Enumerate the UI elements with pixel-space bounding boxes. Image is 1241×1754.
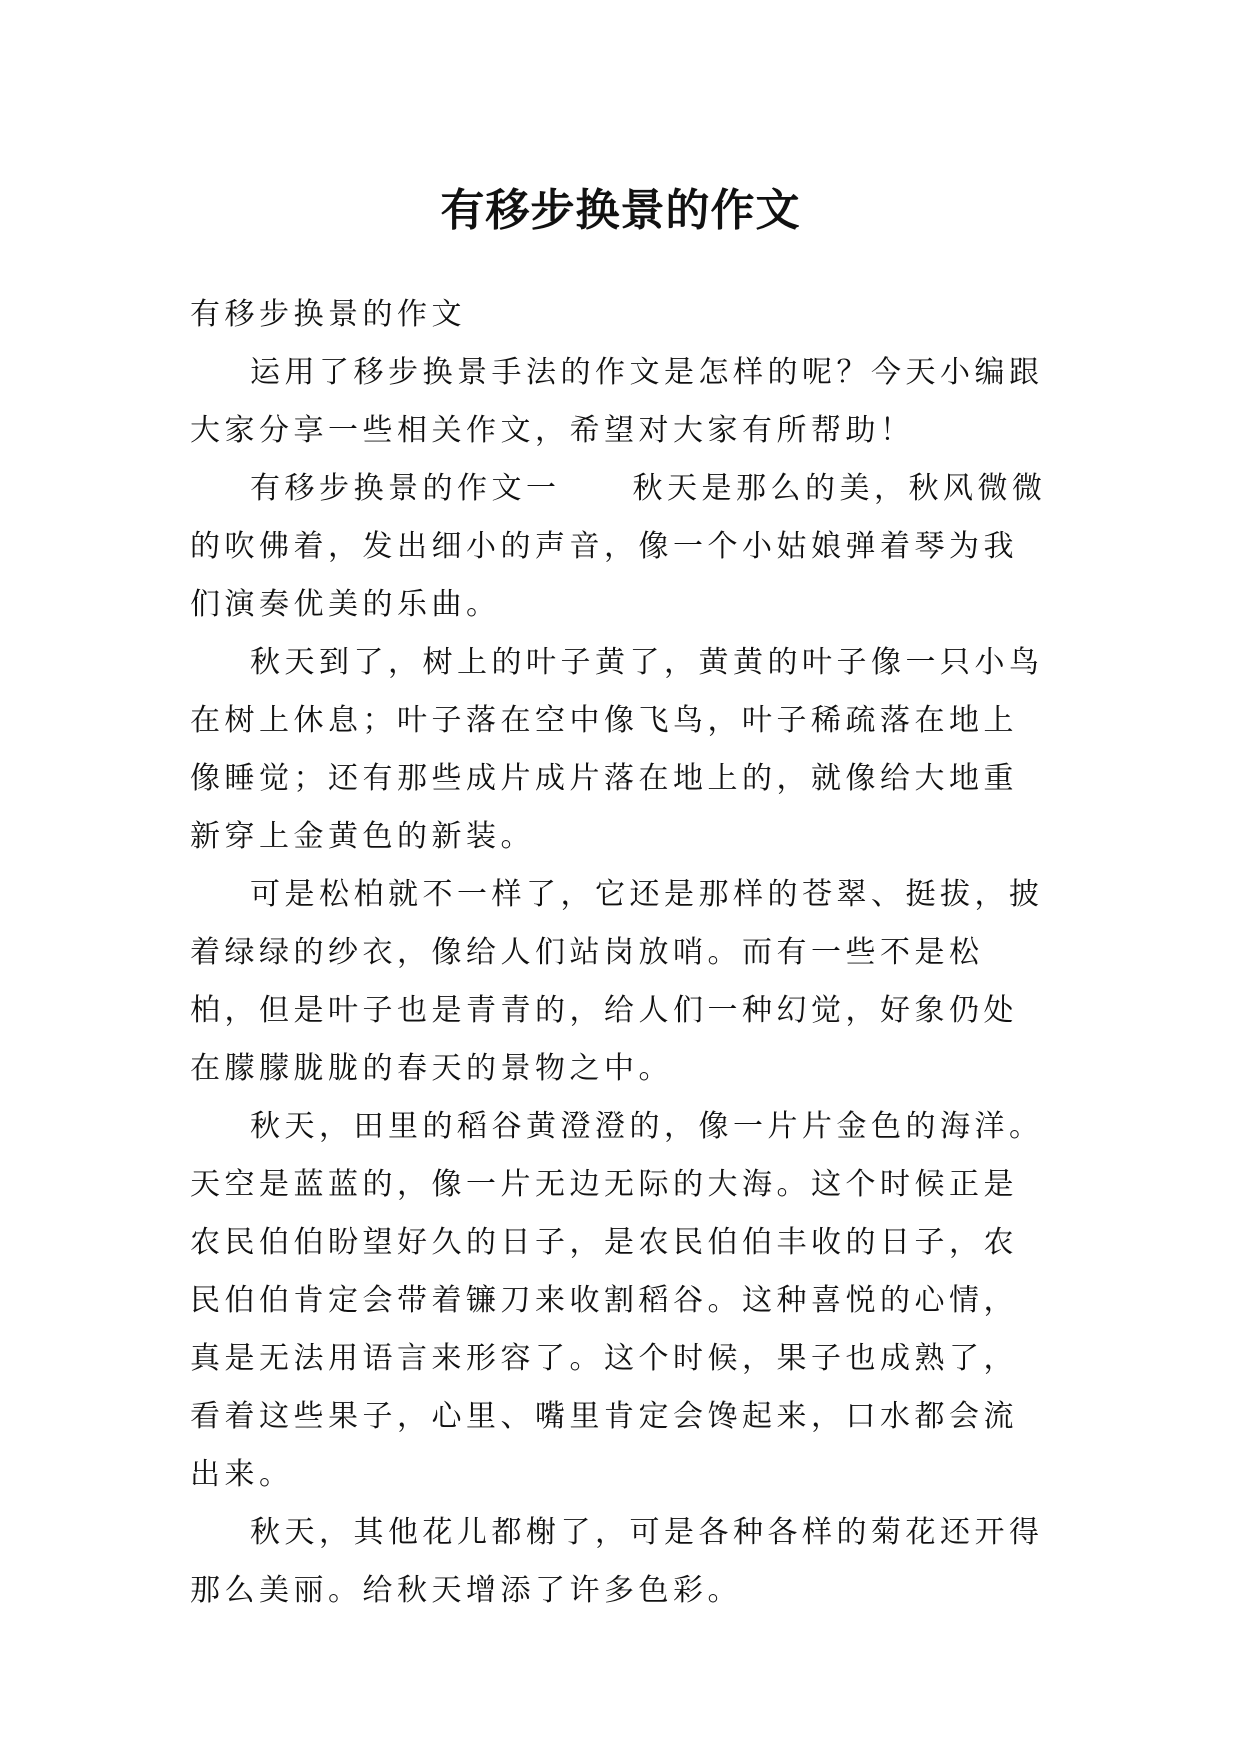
document-body: [190, 286, 1050, 1620]
paragraph-leaves: 秋天到了，树上的叶子黄了，黄黄的叶子像一只小鸟在树上休息；叶子落在空中像飞鸟，叶子稀疏落在地上像睡觉；还有那些成片成片落在地上的，就像给大地重新穿上金黄色的新装。: [190, 645, 1044, 854]
paragraph-essay-one: [190, 460, 1050, 634]
document-subtitle: 有移步换景的作文: [190, 297, 466, 332]
essay-one-heading: 有移步换景的作文一: [250, 471, 561, 506]
essay-one-text: 秋天是那么的美，秋风微微的吹佛着，发出细小的声音，像一个小姑娘弹着琴为我们演奏优美的乐曲。: [190, 471, 1047, 622]
paragraph-fields: 秋天，田里的稻谷黄澄澄的，像一片片金色的海洋。天空是蓝蓝的，像一片无边无际的大海。这个时候正是农民伯伯盼望好久的日子，是农民伯伯丰收的日子，农民伯伯肯定会带着镰刀来收割稻谷。这种喜悦的心情，真是无法用语言来形容了。这个时候，果子也成熟了，看着这些果子，心里、嘴里肯定会馋起来，口水都会流出来。: [190, 1109, 1044, 1492]
paragraph-intro: 运用了移步换景手法的作文是怎样的呢？今天小编跟大家分享一些相关作文，希望对大家有所帮助！: [190, 355, 1044, 448]
paragraph-pines: 可是松柏就不一样了，它还是那样的苍翠、挺拔，披着绿绿的纱衣，像给人们站岗放哨。而有一些不是松柏，但是叶子也是青青的，给人们一种幻觉，好象仍处在朦朦胧胧的春天的景物之中。: [190, 877, 1044, 1086]
document-title: 有移步换景的作文: [440, 185, 801, 237]
paragraph-chrysanthemums: 秋天，其他花儿都榭了，可是各种各样的菊花还开得那么美丽。给秋天增添了许多色彩。: [190, 1515, 1044, 1608]
